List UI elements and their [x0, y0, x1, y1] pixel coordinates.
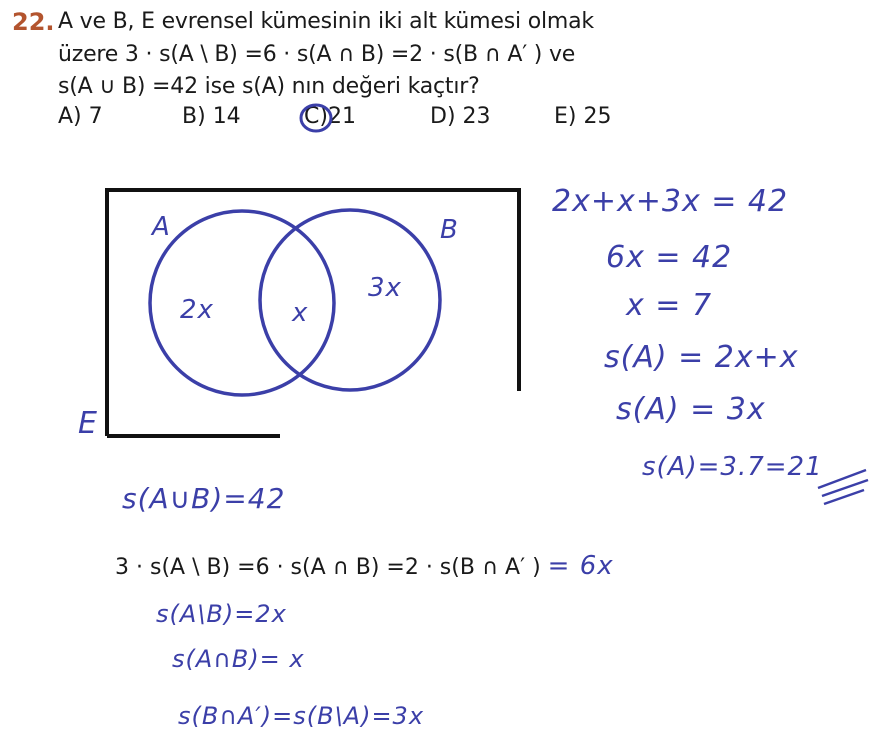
venn-circle-b — [260, 210, 440, 390]
option-c-value: 21 — [327, 104, 356, 129]
option-d-value: 23 — [462, 104, 491, 129]
option-d-letter: D) — [430, 104, 456, 129]
solution-step-1: 2x+x+3x = 42 — [552, 184, 789, 219]
selected-answer-circle — [301, 105, 331, 131]
question-line-3: s(A ∪ B) =42 ise s(A) nın değeri kaçtır? — [58, 74, 480, 99]
solution-step-5: s(A) = 3x — [616, 392, 766, 427]
venn-label-e: E — [78, 406, 98, 441]
option-e-value: 25 — [583, 104, 612, 129]
breakdown-a-minus-b: s(A\B)=2x — [156, 600, 287, 628]
option-b-letter: B) — [182, 104, 206, 129]
solution-step-6: s(A)=3.7=21 — [642, 452, 823, 482]
solution-step-3: x = 7 — [626, 288, 713, 323]
venn-region-b-only: 3x — [368, 273, 402, 303]
venn-region-a-only: 2x — [180, 295, 214, 325]
solution-step-4: s(A) = 2x+x — [604, 340, 799, 375]
question-line-2: üzere 3 · s(A \ B) =6 · s(A ∩ B) =2 · s(B ∩ A′ ) ve — [58, 42, 576, 67]
option-c-letter: C) — [304, 104, 328, 129]
option-b-value: 14 — [212, 104, 241, 129]
venn-region-intersection: x — [292, 298, 309, 328]
answer-underline-marks — [818, 470, 868, 504]
option-a-value: 7 — [88, 104, 103, 129]
option-e-letter: E) — [554, 104, 577, 129]
venn-label-a: A — [152, 212, 171, 242]
question-number: 22. — [12, 8, 55, 36]
option-a-letter: A) — [58, 104, 82, 129]
printed-equation: 3 · s(A \ B) =6 · s(A ∩ B) =2 · s(B ∩ A′ ) — [115, 555, 541, 580]
printed-equation-line — [115, 551, 614, 581]
breakdown-a-and-b: s(A∩B)= x — [172, 645, 305, 673]
venn-label-b: B — [440, 215, 459, 245]
solution-step-2: 6x = 42 — [606, 240, 733, 275]
union-note: s(A∪B)=42 — [122, 482, 286, 515]
question-line-1: A ve B, E evrensel kümesinin iki alt kümesi olmak — [58, 9, 594, 34]
equation-suffix: = 6x — [547, 551, 614, 581]
breakdown-b-minus-a: s(B∩A′)=s(B\A)=3x — [178, 702, 425, 730]
